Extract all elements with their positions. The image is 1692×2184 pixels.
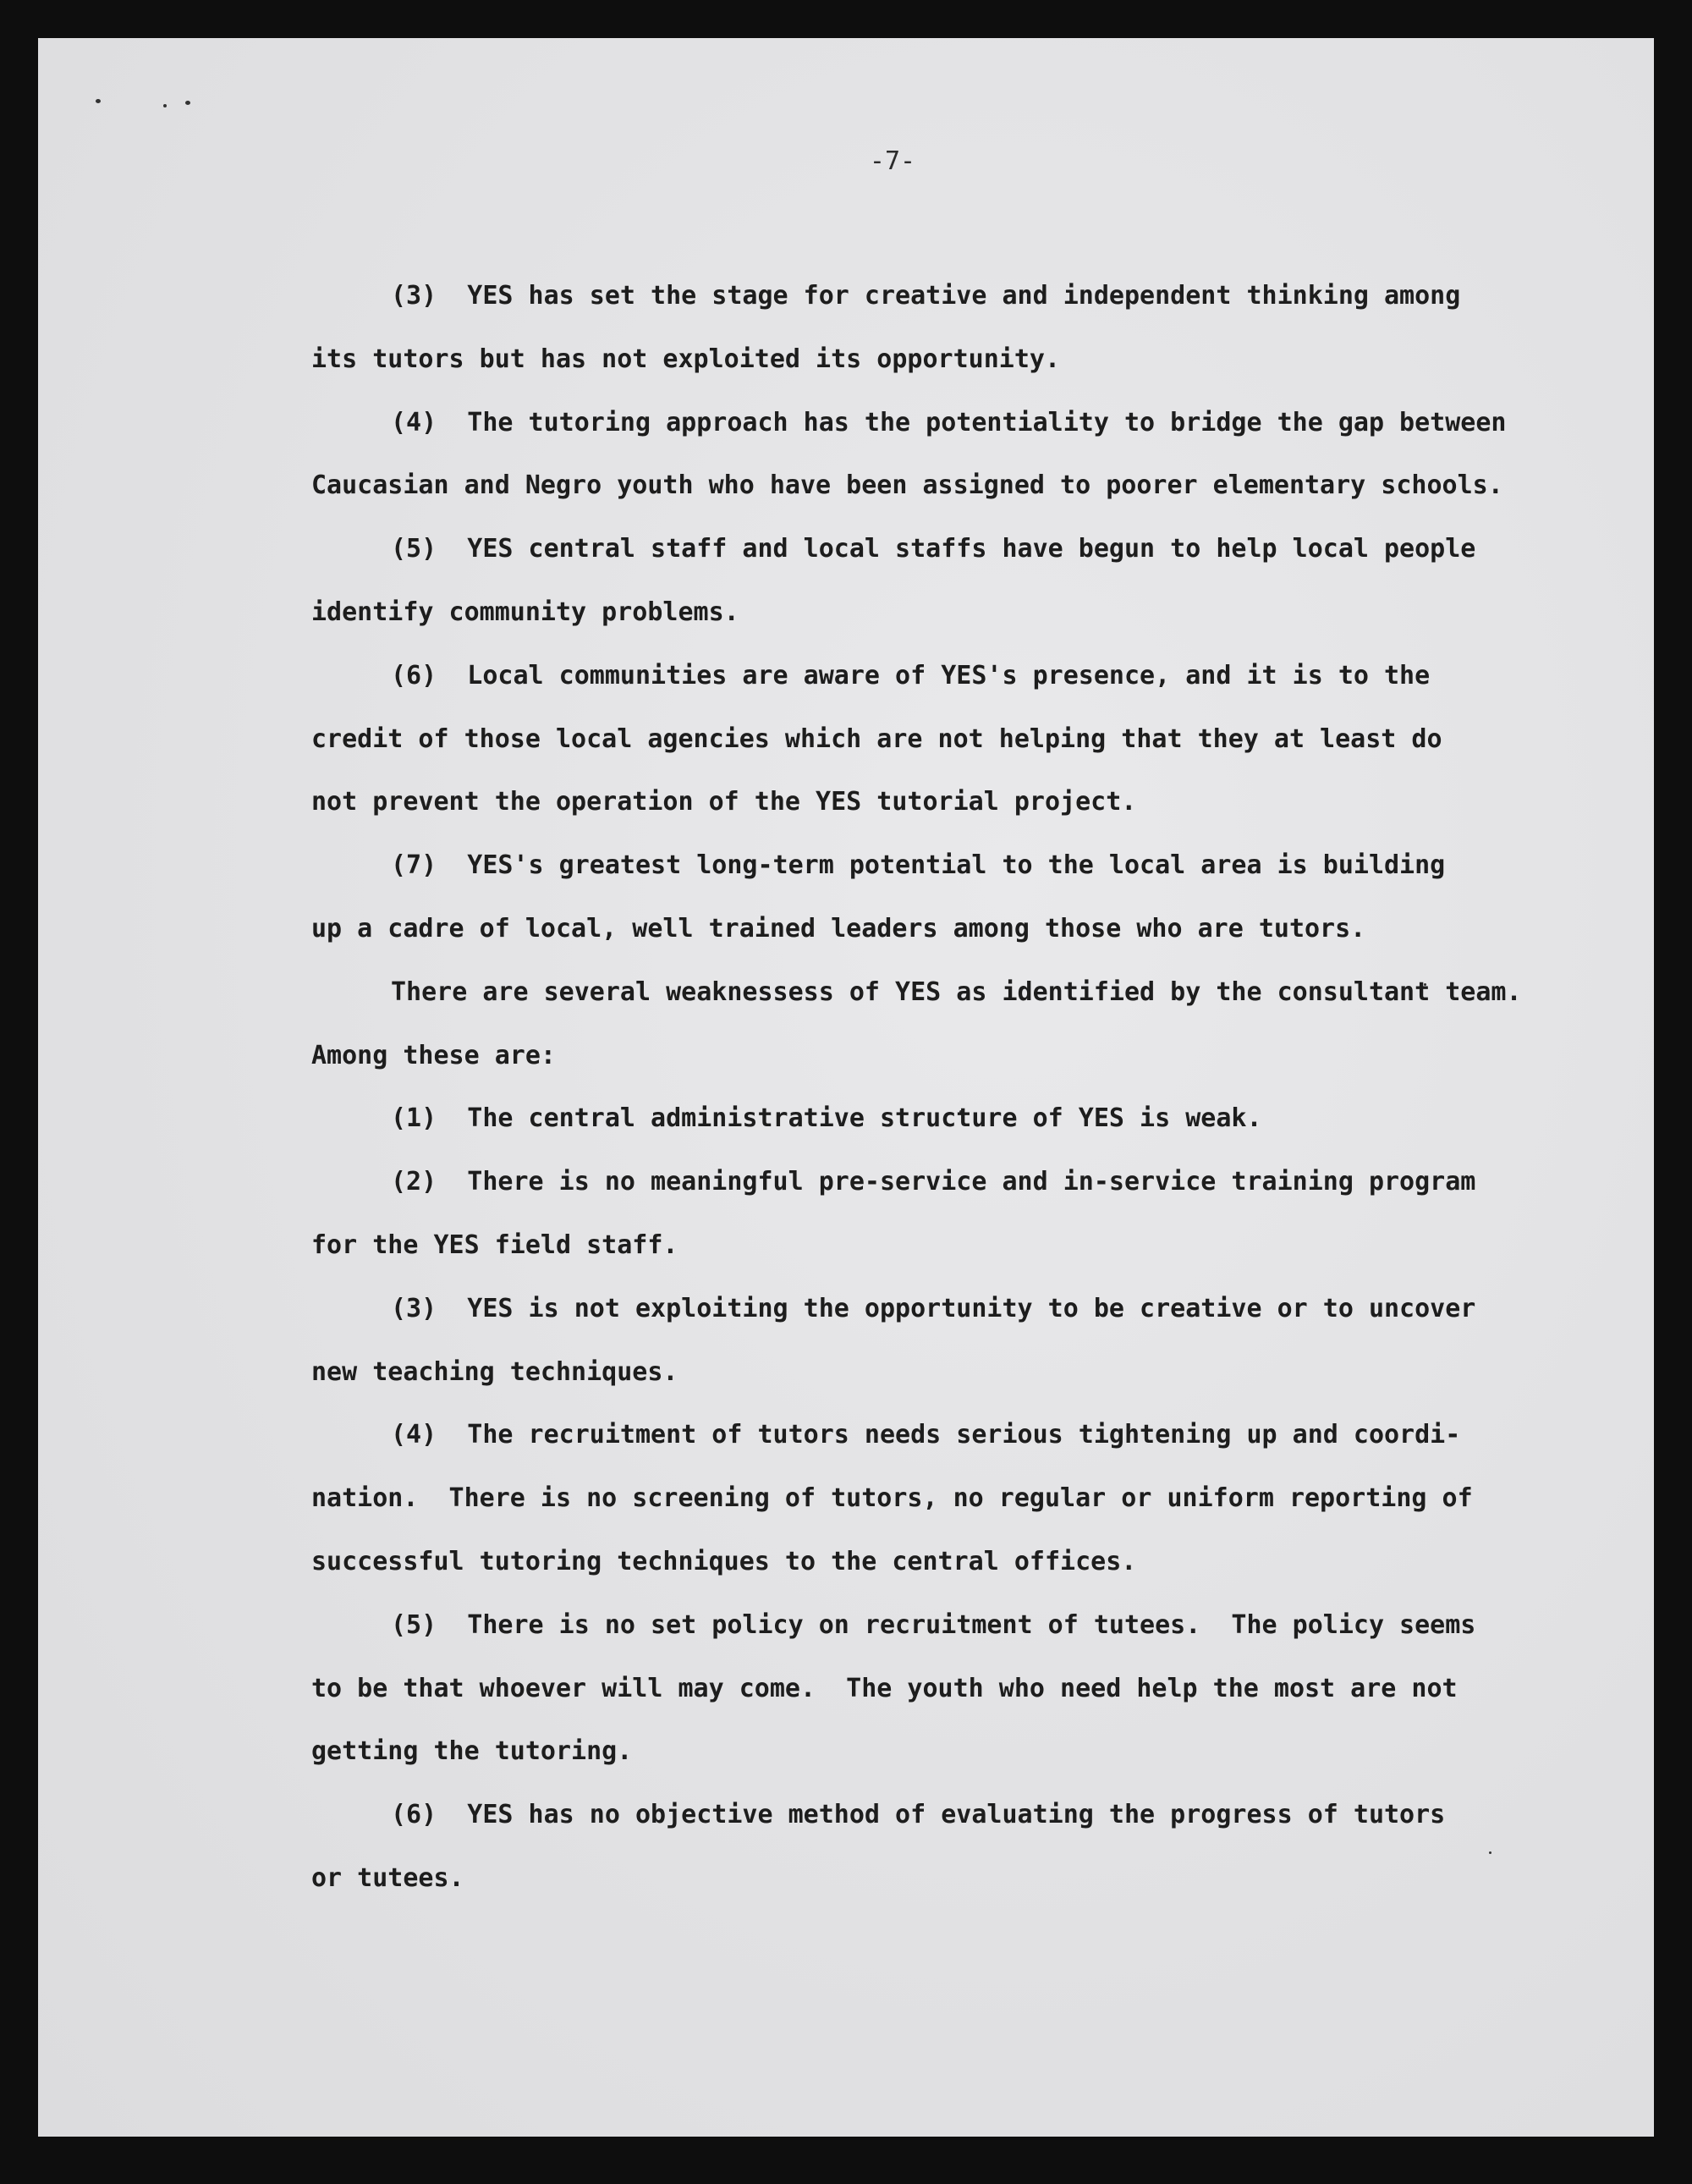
body-text <box>311 265 1614 1911</box>
text-line: (2) There is no meaningful pre-service and in-service training program <box>391 1167 1476 1197</box>
text-line: (4) The recruitment of tutors needs serious tightening up and coordi- <box>391 1420 1461 1450</box>
text-line: credit of those local agencies which are not helping that they at least do <box>311 723 1442 754</box>
text-line: for the YES field staff. <box>311 1230 678 1260</box>
text-line: (3) YES has set the stage for creative and independent thinking among <box>391 281 1461 311</box>
text-line: new teaching techniques. <box>311 1356 678 1387</box>
text-line: (3) YES is not exploiting the opportunity to be creative or to uncover <box>391 1293 1476 1323</box>
text-line: to be that whoever will may come. The youth who need help the most are not <box>311 1673 1458 1703</box>
text-line: (5) There is no set policy on recruitment of tutees. The policy seems <box>391 1609 1476 1640</box>
page-number: -7- <box>869 146 916 176</box>
text-line: not prevent the operation of the YES tutorial project. <box>311 787 1137 817</box>
text-line: or tutees. <box>311 1862 464 1893</box>
text-line: There are several weaknessess of YES as identified by the consultant team. <box>391 976 1522 1007</box>
document-page <box>38 38 1654 2137</box>
text-line: (5) YES central staff and local staffs have begun to help local people <box>391 534 1476 564</box>
text-line: Among these are: <box>311 1040 556 1070</box>
text-line: successful tutoring techniques to the central offices. <box>311 1546 1137 1576</box>
text-line: nation. There is no screening of tutors, no regular or uniform reporting of <box>311 1483 1473 1514</box>
text-line: (7) YES's greatest long-term potential to the local area is building <box>391 850 1446 881</box>
text-line: getting the tutoring. <box>311 1736 633 1767</box>
text-line: up a cadre of local, well trained leaders among those who are tutors. <box>311 913 1366 943</box>
text-line: (6) YES has no objective method of evaluating the progress of tutors <box>391 1800 1446 1830</box>
text-line: identify community problems. <box>311 597 739 627</box>
text-line: its tutors but has not exploited its opportunity. <box>311 344 1061 374</box>
text-line: (4) The tutoring approach has the potentiality to bridge the gap between <box>391 407 1507 437</box>
text-line: (1) The central administrative structure of YES is weak. <box>391 1103 1262 1134</box>
text-line: Caucasian and Negro youth who have been assigned to poorer elementary schools. <box>311 470 1503 501</box>
text-line: (6) Local communities are aware of YES's presence, and it is to the <box>391 660 1431 690</box>
